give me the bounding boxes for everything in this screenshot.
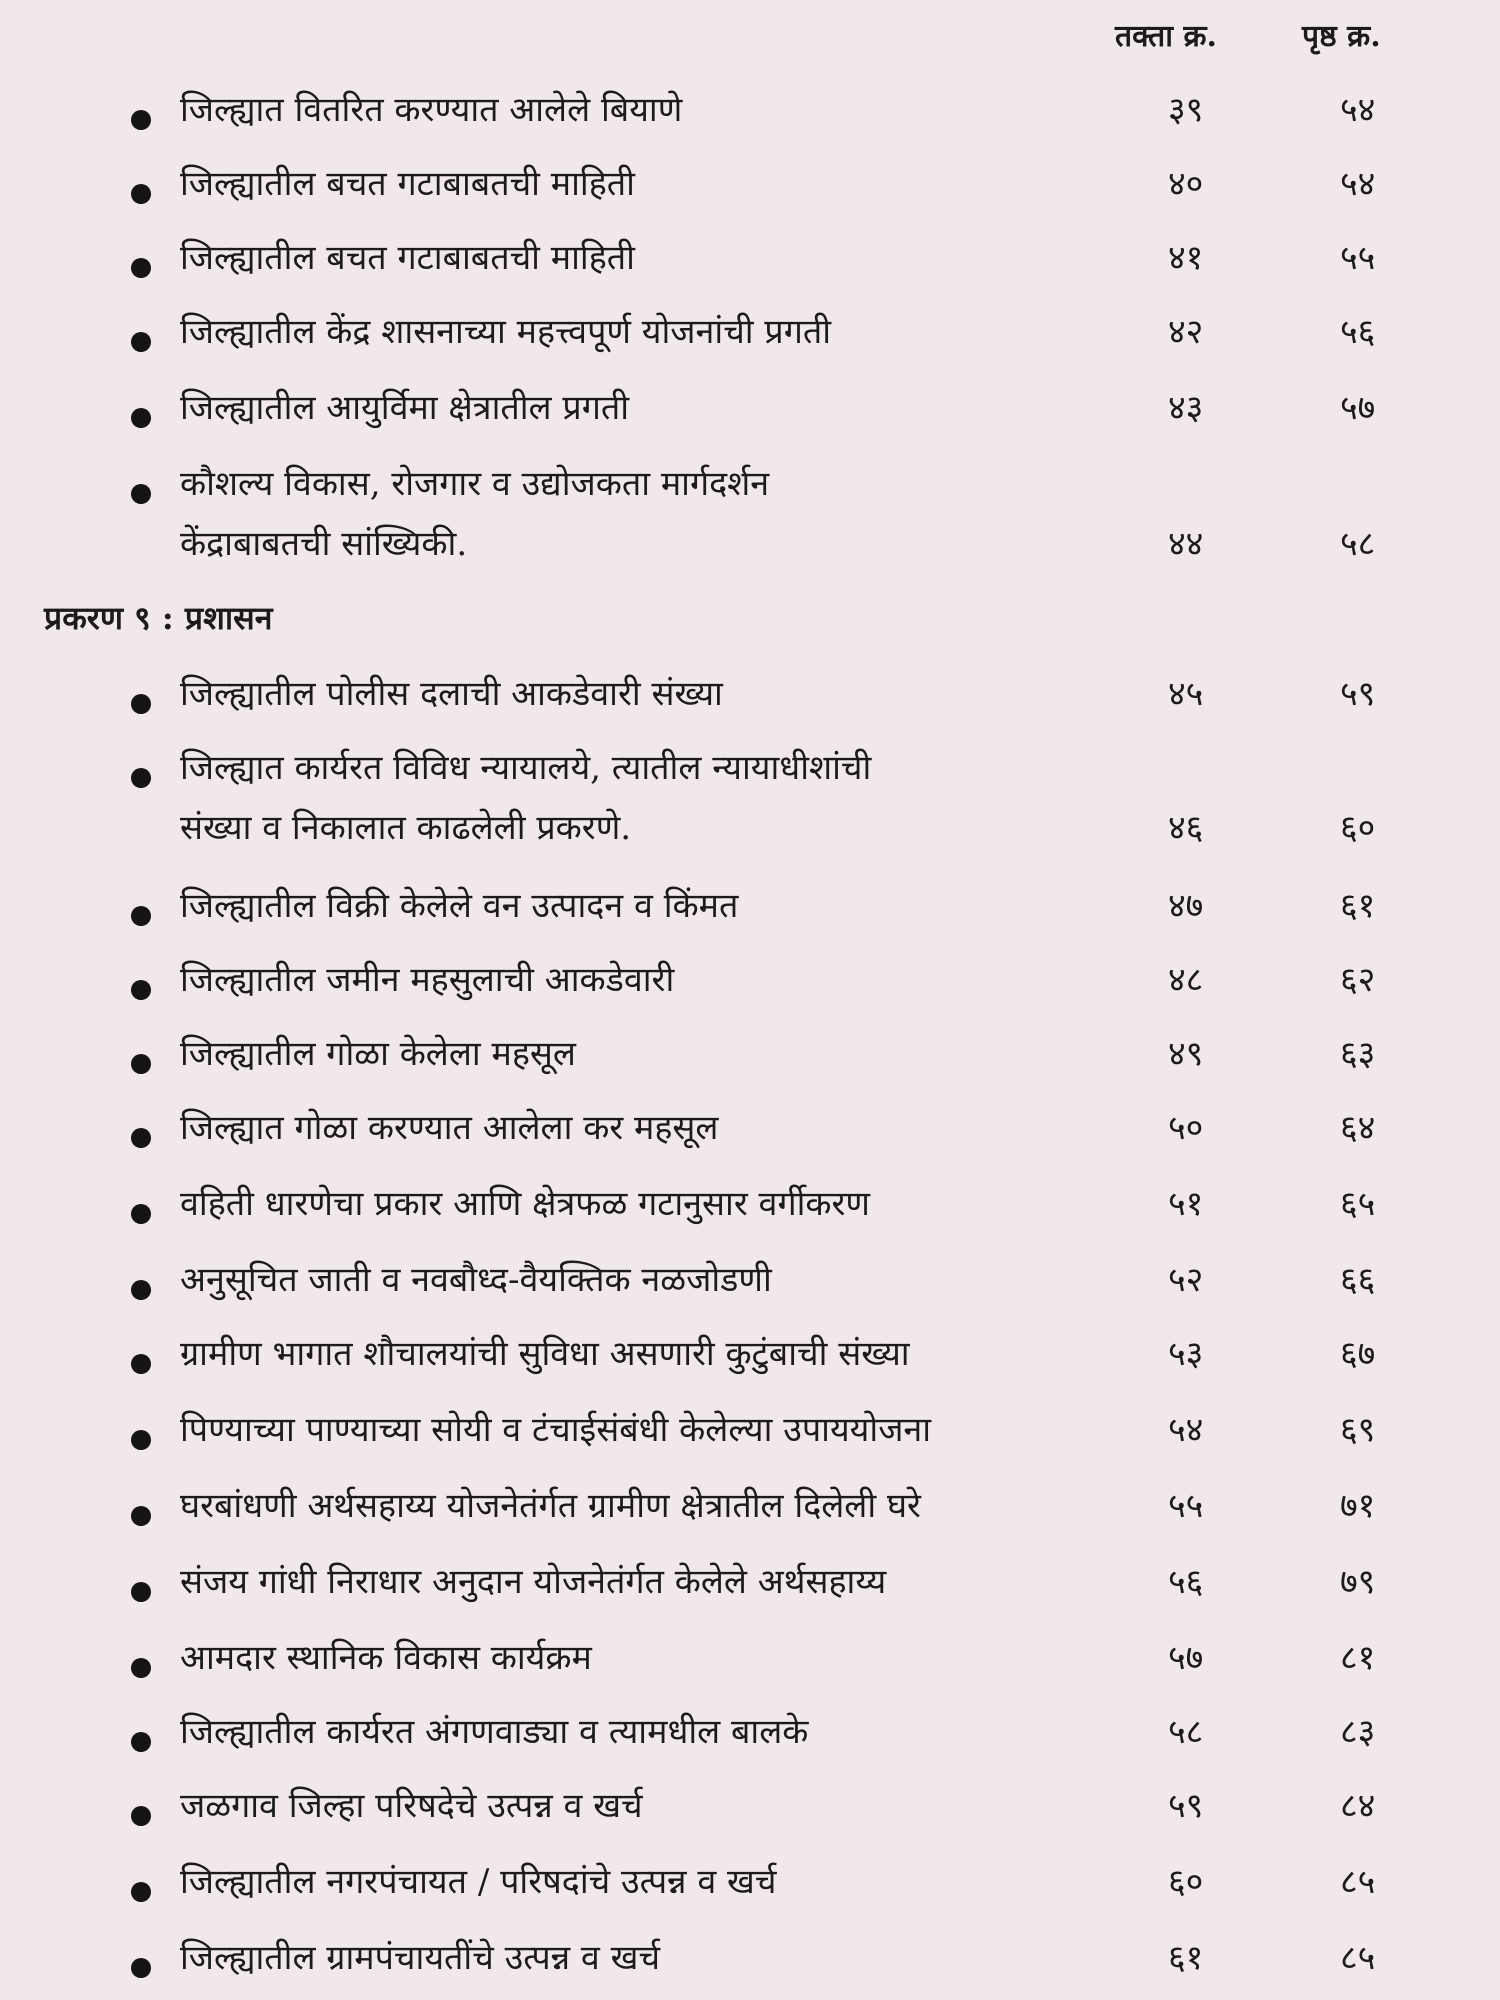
bullet-icon — [131, 980, 151, 1000]
entry-title: आमदार स्थानिक विकास कार्यक्रम — [180, 1638, 592, 1678]
entry-table-number: ५४ — [1168, 1410, 1204, 1450]
entry-title: जिल्ह्यातील बचत गटाबाबतची माहिती — [180, 238, 635, 278]
entry-title: संजय गांधी निराधार अनुदान योजनेतंर्गत केलेले अर्थसहाय्य — [180, 1562, 887, 1602]
entry-title-continuation: केंद्राबाबतची सांख्यिकी. — [180, 524, 468, 564]
bullet-icon — [131, 1354, 151, 1374]
toc-entry — [0, 1480, 1500, 1540]
bullet-icon — [131, 332, 151, 352]
bullet-icon — [131, 768, 151, 788]
toc-entry — [0, 306, 1500, 366]
entry-title: जिल्ह्यात गोळा करण्यात आलेला कर महसूल — [180, 1108, 719, 1148]
entry-title: जिल्ह्यातील नगरपंचायत / परिषदांचे उत्पन्न व खर्च — [180, 1862, 777, 1902]
entry-page-number: ६२ — [1340, 960, 1376, 1000]
bullet-icon — [131, 694, 151, 714]
entry-page-number: ७९ — [1340, 1562, 1376, 1602]
entry-table-number: ४३ — [1168, 388, 1204, 428]
entry-table-number: ५५ — [1168, 1486, 1204, 1526]
entry-title: जिल्ह्यात कार्यरत विविध न्यायालये, त्यातील न्यायाधीशांची — [180, 748, 872, 788]
entry-page-number: ६५ — [1340, 1184, 1376, 1224]
entry-table-number: ३९ — [1168, 90, 1204, 130]
entry-table-number: ४४ — [1168, 524, 1204, 564]
entry-page-number: ५४ — [1340, 90, 1376, 130]
toc-entry — [0, 1328, 1500, 1388]
entry-table-number: ४० — [1168, 164, 1204, 204]
section-heading: प्रकरण ९ : प्रशासन — [44, 599, 273, 637]
bullet-icon — [131, 906, 151, 926]
entry-page-number: ६४ — [1340, 1108, 1376, 1148]
entry-title: जिल्ह्यातील गोळा केलेला महसूल — [180, 1034, 576, 1074]
entry-table-number: ५६ — [1168, 1562, 1204, 1602]
entry-page-number: ६३ — [1340, 1034, 1376, 1074]
entry-page-number: ५६ — [1340, 312, 1376, 352]
entry-page-number: ५५ — [1340, 238, 1376, 278]
toc-entry — [0, 1932, 1500, 1992]
entry-title: जिल्ह्यातील बचत गटाबाबतची माहिती — [180, 164, 635, 204]
toc-entry — [0, 1556, 1500, 1616]
bullet-icon — [131, 1506, 151, 1526]
toc-entry — [0, 1706, 1500, 1766]
entry-title: जिल्ह्यातील कार्यरत अंगणवाड्या व त्यामधील बालके — [180, 1712, 809, 1752]
entry-table-number: ४७ — [1168, 886, 1204, 926]
entry-page-number: ६१ — [1340, 886, 1376, 926]
entry-table-number: ४८ — [1168, 960, 1204, 1000]
entry-title: ग्रामीण भागात शौचालयांची सुविधा असणारी कुटुंबाची संख्या — [180, 1334, 910, 1374]
entry-table-number: ५८ — [1168, 1712, 1204, 1752]
entry-table-number: ४२ — [1168, 312, 1204, 352]
entry-page-number: ८१ — [1340, 1638, 1376, 1678]
bullet-icon — [131, 1054, 151, 1074]
entry-table-number: ४५ — [1168, 674, 1204, 714]
bullet-icon — [131, 1204, 151, 1224]
entry-title: कौशल्य विकास, रोजगार व उद्योजकता मार्गदर्शन — [180, 464, 770, 504]
toc-entry — [0, 458, 1500, 564]
entry-page-number: ६६ — [1340, 1260, 1376, 1300]
toc-entry — [0, 954, 1500, 1014]
entry-page-number: ८४ — [1340, 1786, 1376, 1826]
toc-entry — [0, 158, 1500, 218]
entry-table-number: ५९ — [1168, 1786, 1204, 1826]
entry-page-number: ७१ — [1340, 1486, 1376, 1526]
entry-table-number: ५३ — [1168, 1334, 1204, 1374]
entry-table-number: ५२ — [1168, 1260, 1204, 1300]
table-number-column-header: तक्ता क्र. — [1115, 19, 1217, 54]
entry-table-number: ५१ — [1168, 1184, 1204, 1224]
entry-title: अनुसूचित जाती व नवबौध्द-वैयक्तिक नळजोडणी — [180, 1260, 772, 1300]
toc-entry — [0, 668, 1500, 728]
bullet-icon — [131, 1958, 151, 1978]
entry-title: घरबांधणी अर्थसहाय्य योजनेतंर्गत ग्रामीण क्षेत्रातील दिलेली घरे — [180, 1486, 921, 1526]
bullet-icon — [131, 1128, 151, 1148]
bullet-icon — [131, 1658, 151, 1678]
entry-title-continuation: संख्या व निकालात काढलेली प्रकरणे. — [180, 808, 632, 848]
entry-page-number: ५९ — [1340, 674, 1376, 714]
entry-title: जिल्ह्यातील आयुर्विमा क्षेत्रातील प्रगती — [180, 388, 630, 428]
entry-table-number: ६१ — [1168, 1938, 1204, 1978]
entry-title: जिल्ह्यातील पोलीस दलाची आकडेवारी संख्या — [180, 674, 723, 714]
entry-page-number: ८५ — [1340, 1938, 1376, 1978]
entry-table-number: ५७ — [1168, 1638, 1204, 1678]
toc-entry — [0, 1780, 1500, 1840]
toc-entry — [0, 1102, 1500, 1162]
entry-page-number: ५८ — [1340, 524, 1376, 564]
entry-page-number: ८३ — [1340, 1712, 1376, 1752]
bullet-icon — [131, 184, 151, 204]
toc-entry — [0, 1028, 1500, 1088]
entry-table-number: ५० — [1168, 1108, 1204, 1148]
entry-table-number: ४६ — [1168, 808, 1204, 848]
toc-entry — [0, 382, 1500, 442]
toc-entry — [0, 232, 1500, 292]
bullet-icon — [131, 110, 151, 130]
bullet-icon — [131, 1732, 151, 1752]
entry-page-number: ५७ — [1340, 388, 1376, 428]
entry-page-number: ६७ — [1340, 1334, 1376, 1374]
toc-entry — [0, 1404, 1500, 1464]
entry-title: जिल्ह्यातील ग्रामपंचायतींचे उत्पन्न व खर्च — [180, 1938, 661, 1978]
entry-page-number: ६९ — [1340, 1410, 1376, 1450]
bullet-icon — [131, 484, 151, 504]
bullet-icon — [131, 1882, 151, 1902]
entry-title: जिल्ह्यातील केंद्र शासनाच्या महत्त्वपूर्ण योजनांची प्रगती — [180, 312, 832, 352]
bullet-icon — [131, 1280, 151, 1300]
entry-page-number: ५४ — [1340, 164, 1376, 204]
bullet-icon — [131, 1582, 151, 1602]
entry-table-number: ४१ — [1168, 238, 1204, 278]
toc-entry — [0, 1856, 1500, 1916]
toc-entry — [0, 1632, 1500, 1692]
bullet-icon — [131, 408, 151, 428]
entry-title: पिण्याच्या पाण्याच्या सोयी व टंचाईसंबंधी केलेल्या उपाययोजना — [180, 1410, 932, 1450]
bullet-icon — [131, 1430, 151, 1450]
entry-title: जळगाव जिल्हा परिषदेचे उत्पन्न व खर्च — [180, 1786, 643, 1826]
toc-entry — [0, 742, 1500, 848]
entry-page-number: ६० — [1340, 808, 1376, 848]
bullet-icon — [131, 1806, 151, 1826]
entry-title: जिल्ह्यातील जमीन महसुलाची आकडेवारी — [180, 960, 675, 1000]
entry-table-number: ४९ — [1168, 1034, 1204, 1074]
entry-title: वहिती धारणेचा प्रकार आणि क्षेत्रफळ गटानुसार वर्गीकरण — [180, 1184, 871, 1224]
entry-title: जिल्ह्यातील विक्री केलेले वन उत्पादन व किंमत — [180, 886, 739, 926]
bullet-icon — [131, 258, 151, 278]
entry-page-number: ८५ — [1340, 1862, 1376, 1902]
page-number-column-header: पृष्ठ क्र. — [1302, 19, 1381, 54]
toc-entry — [0, 1254, 1500, 1314]
entry-table-number: ६० — [1168, 1862, 1204, 1902]
toc-entry — [0, 1178, 1500, 1238]
toc-entry — [0, 880, 1500, 940]
toc-entry — [0, 84, 1500, 144]
entry-title: जिल्ह्यात वितरित करण्यात आलेले बियाणे — [180, 90, 683, 130]
